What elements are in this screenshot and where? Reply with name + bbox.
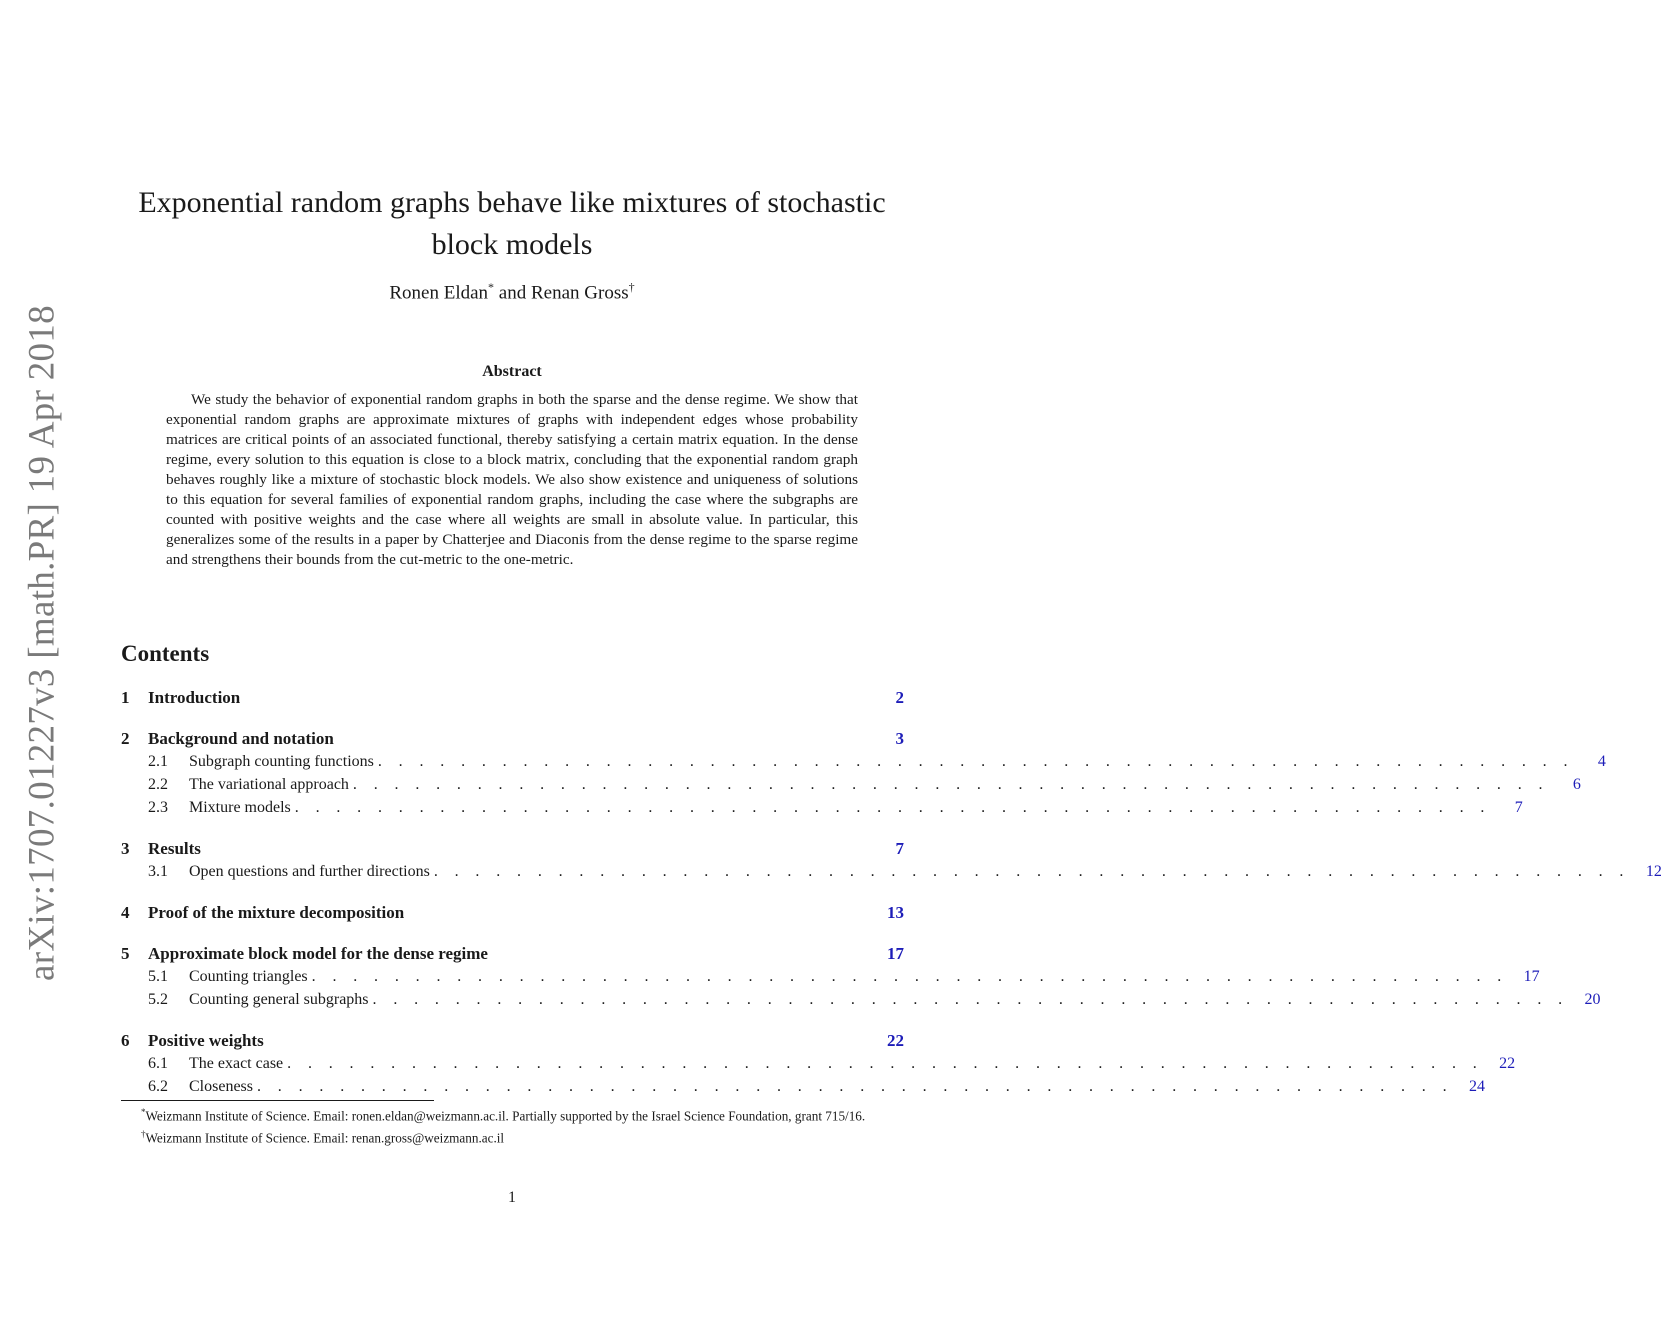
toc-subsection-entry[interactable] bbox=[121, 1075, 1485, 1098]
toc-subsection-title[interactable]: Counting triangles bbox=[189, 968, 308, 985]
toc-section-number: 6 bbox=[121, 1031, 130, 1050]
toc-section-number: 3 bbox=[121, 839, 130, 858]
toc-page-link[interactable]: 12 bbox=[1645, 863, 1662, 880]
toc-subsection-number: 6.2 bbox=[148, 1078, 168, 1095]
toc-subsection-title[interactable]: Mixture models bbox=[189, 799, 291, 816]
toc-section-number: 2 bbox=[121, 729, 130, 748]
author-2-mark[interactable]: † bbox=[628, 280, 635, 294]
toc-section-title[interactable]: Positive weights bbox=[148, 1031, 264, 1050]
toc-section-title[interactable]: Introduction bbox=[148, 688, 241, 707]
page-number: 1 bbox=[508, 1189, 516, 1206]
contents-heading: Contents bbox=[121, 641, 210, 666]
toc-section bbox=[121, 942, 1601, 1011]
toc-page-link[interactable]: 17 bbox=[1523, 968, 1540, 985]
toc-section bbox=[121, 837, 1662, 883]
toc-dot-leader: . . . . . . . . . . . . . . . . . . . . . . . . . . . . . . . . . . . . . . . . . . . . . . . . . . . . . . . . . . bbox=[372, 991, 1569, 1008]
toc-section-number: 5 bbox=[121, 944, 130, 963]
toc-subsection-number: 5.2 bbox=[148, 991, 168, 1008]
author-1-mark[interactable]: * bbox=[488, 280, 495, 294]
abstract-text: We study the behavior of exponential random graphs in both the sparse and the dense regime. We show that exponential random graphs are approximate mixtures of graphs with independent edges whose probability matrices are critical points of an associated functional, thereby satisfying a certain matrix equation. In the dense regime, every solution to this equation is close to a block matrix, concluding that the exponential random graph behaves roughly like a mixture of stochastic block models. We also show existence and uniqueness of solutions to this equation for several families of exponential random graphs, including the case where the subgraphs are counted with positive weights and the case where all weights are small in absolute value. In particular, this generalizes some of the results in a paper by Chatterjee and Diaconis from the dense regime to the sparse regime and strengthens their bounds from the cut-metric to the one-metric. bbox=[166, 391, 858, 568]
toc-subsection-entry[interactable] bbox=[121, 860, 1662, 883]
toc-subsection-title[interactable]: Subgraph counting functions bbox=[189, 753, 374, 770]
author-2: Renan Gross bbox=[530, 282, 629, 304]
toc-section-entry[interactable] bbox=[121, 686, 904, 709]
toc-section-number: 4 bbox=[121, 903, 130, 922]
toc-subsection-number: 3.1 bbox=[148, 863, 168, 880]
toc-section-entry[interactable] bbox=[121, 901, 904, 924]
toc-page-link[interactable]: 2 bbox=[895, 688, 904, 707]
toc-dot-leader: . . . . . . . . . . . . . . . . . . . . . . . . . . . . . . . . . . . . . . . . . . . . . . . . . . . . . . . . . . bbox=[433, 863, 1630, 880]
toc-subsection-number: 5.1 bbox=[148, 968, 168, 985]
toc-dot-leader: . . . . . . . . . . . . . . . . . . . . . . . . . . . . . . . . . . . . . . . . . . . . . . . . . . . . . . . . . . bbox=[311, 968, 1508, 985]
toc-subsection-number: 2.2 bbox=[148, 776, 168, 793]
toc-page-link[interactable]: 17 bbox=[887, 944, 904, 963]
toc-subsection-number: 2.1 bbox=[148, 753, 168, 770]
toc-page-link[interactable]: 24 bbox=[1469, 1078, 1485, 1095]
toc-section-entry[interactable] bbox=[121, 727, 904, 750]
footnote-1 bbox=[121, 1103, 904, 1125]
table-of-contents bbox=[121, 686, 1662, 1116]
toc-section bbox=[121, 686, 904, 709]
toc-dot-leader: . . . . . . . . . . . . . . . . . . . . . . . . . . . . . . . . . . . . . . . . . . . . . . . . . . . . . . . . . . bbox=[287, 1055, 1484, 1072]
toc-subsection-title[interactable]: Counting general subgraphs bbox=[189, 991, 369, 1008]
toc-page-link[interactable]: 7 bbox=[1514, 799, 1523, 816]
paper-title bbox=[120, 182, 904, 266]
toc-subsection-title[interactable]: Open questions and further directions bbox=[189, 863, 430, 880]
toc-section bbox=[121, 901, 904, 924]
toc-section-title[interactable]: Proof of the mixture decomposition bbox=[148, 903, 405, 922]
toc-section bbox=[121, 727, 1606, 819]
arxiv-stamp: arXiv:1707.01227v3 [math.PR] 19 Apr 2018 bbox=[21, 305, 63, 981]
footnote-2 bbox=[121, 1125, 904, 1147]
footnote-rule bbox=[121, 1100, 434, 1101]
toc-section bbox=[121, 1029, 1516, 1098]
toc-subsection-number: 6.1 bbox=[148, 1055, 168, 1072]
author-conjunction: and bbox=[494, 282, 531, 304]
footnote-2-mark: † bbox=[141, 1129, 146, 1140]
toc-subsection-entry[interactable] bbox=[121, 988, 1601, 1011]
toc-section-entry[interactable] bbox=[121, 837, 904, 860]
toc-section-title[interactable]: Results bbox=[148, 839, 201, 858]
authors bbox=[120, 280, 904, 304]
toc-subsection-number: 2.3 bbox=[148, 799, 168, 816]
toc-subsection-entry[interactable] bbox=[121, 796, 1523, 819]
toc-page-link[interactable]: 22 bbox=[887, 1031, 904, 1050]
author-1: Ronen Eldan bbox=[389, 282, 489, 304]
abstract-heading: Abstract bbox=[482, 363, 542, 380]
toc-section-title[interactable]: Background and notation bbox=[148, 729, 334, 748]
toc-section-number: 1 bbox=[121, 688, 130, 707]
toc-page-link[interactable]: 20 bbox=[1584, 991, 1601, 1008]
footnote-1-mark: * bbox=[141, 1107, 146, 1117]
toc-subsection-title[interactable]: The exact case bbox=[189, 1055, 284, 1072]
toc-subsection-entry[interactable] bbox=[121, 1052, 1516, 1075]
footnote-2-text: Weizmann Institute of Science. Email: renan.gross@weizmann.ac.il bbox=[145, 1130, 505, 1146]
toc-section-entry[interactable] bbox=[121, 942, 904, 965]
toc-page-link[interactable]: 7 bbox=[895, 839, 904, 858]
footnotes bbox=[121, 1103, 904, 1148]
toc-subsection-entry[interactable] bbox=[121, 773, 1581, 796]
toc-section-title[interactable]: Approximate block model for the dense regime bbox=[148, 944, 488, 963]
toc-page-link[interactable]: 22 bbox=[1499, 1055, 1516, 1072]
toc-dot-leader: . . . . . . . . . . . . . . . . . . . . . . . . . . . . . . . . . . . . . . . . . . . . . . . . . . . . . . . . . . bbox=[257, 1078, 1453, 1095]
toc-subsection-title[interactable]: The variational approach bbox=[189, 776, 349, 793]
toc-subsection-entry[interactable] bbox=[121, 750, 1606, 773]
toc-page-link[interactable]: 6 bbox=[1572, 776, 1581, 793]
toc-page-link[interactable]: 3 bbox=[895, 729, 904, 748]
toc-section-entry[interactable] bbox=[121, 1029, 904, 1052]
toc-dot-leader: . . . . . . . . . . . . . . . . . . . . . . . . . . . . . . . . . . . . . . . . . . . . . . . . . . . . . . . . . . bbox=[352, 776, 1549, 793]
toc-dot-leader: . . . . . . . . . . . . . . . . . . . . . . . . . . . . . . . . . . . . . . . . . . . . . . . . . . . . . . . . . . bbox=[377, 753, 1574, 770]
toc-page-link[interactable]: 13 bbox=[887, 903, 904, 922]
toc-subsection-entry[interactable] bbox=[121, 965, 1540, 988]
toc-page-link[interactable]: 4 bbox=[1597, 753, 1606, 770]
title-line-2: block models bbox=[431, 228, 593, 261]
toc-subsection-title[interactable]: Closeness bbox=[189, 1078, 253, 1095]
toc-dot-leader: . . . . . . . . . . . . . . . . . . . . . . . . . . . . . . . . . . . . . . . . . . . . . . . . . . . . . . . . . . bbox=[294, 799, 1491, 816]
title-line-1: Exponential random graphs behave like mixtures of stochastic bbox=[138, 186, 886, 219]
footnote-1-text: Weizmann Institute of Science. Email: ronen.eldan@weizmann.ac.il. Partially supported by the Israel Science Foundation, grant 715/16. bbox=[145, 1108, 866, 1124]
